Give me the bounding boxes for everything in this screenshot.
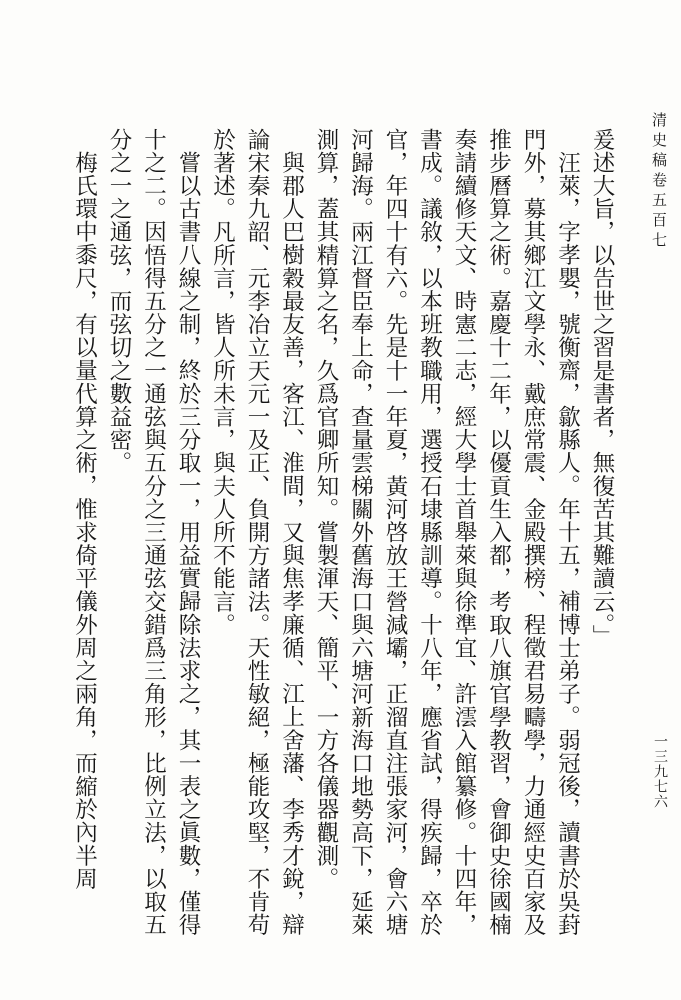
paragraph: 汪萊，字孝嬰，號衡齋，歙縣人。年十五，補博士弟子。弱冠後，讀書於吳葑門外，募其鄉江文學永、戴庶常震、金殿撰榜、程徵君易疇學，力通經史百家及推步曆算之術。嘉慶十二年，以優貢生入都，考取八旗官學教習，會御史徐國楠奏請續修天文、時憲二志，經大學士首舉萊與徐準宜、許澐入館纂修。十四年，書成。議敘，以本班教職用，選授石埭縣訓導。十八年，應省試，得疾歸，卒於官，年四十有六。先是十一年夏，黃河啓放王營減壩，正溜直注張家河，會六塘河歸海。兩江督臣奉上命，查量雲梯關外舊海口與六塘河新海口地勢高下，延萊測算，蓋其精算之名，久爲官卿所知。嘗製渾天、簡平、一方各儀器觀測。 [313,128,581,937]
paragraph: 爰述大旨，以告世之習是書者，無復苦其難讀云。」 [589,128,615,649]
body-text [39,128,619,958]
paragraph: 嘗以古書八線之制，終於三分取一，用益實歸除法求之，其一表之眞數，僅得十之二。因悟得五分之一通弦與五分之三通弦交錯爲三角形，比例立法，以取五分之一之通弦，而弦切之數益密。 [106,128,201,937]
running-title: 清史稿卷五百七 [650,112,668,252]
paragraph: 與郡人巴樹穀最友善，客江、淮間，又與焦孝廉循、江上舍藩、李秀才銳，辯論宋秦九韶、元李冶立天元一及正、負開方諸法。天性敏絕，極能攻堅，不肯苟於著述。凡所言，皆人所未言，與夫人所不能言。 [209,128,305,937]
paragraph: 梅氏環中黍尺，有以量代算之術，惟求倚平儀外周之兩角，而縮於內半周 [71,150,98,890]
page-number: 一三九七六 [652,734,668,809]
